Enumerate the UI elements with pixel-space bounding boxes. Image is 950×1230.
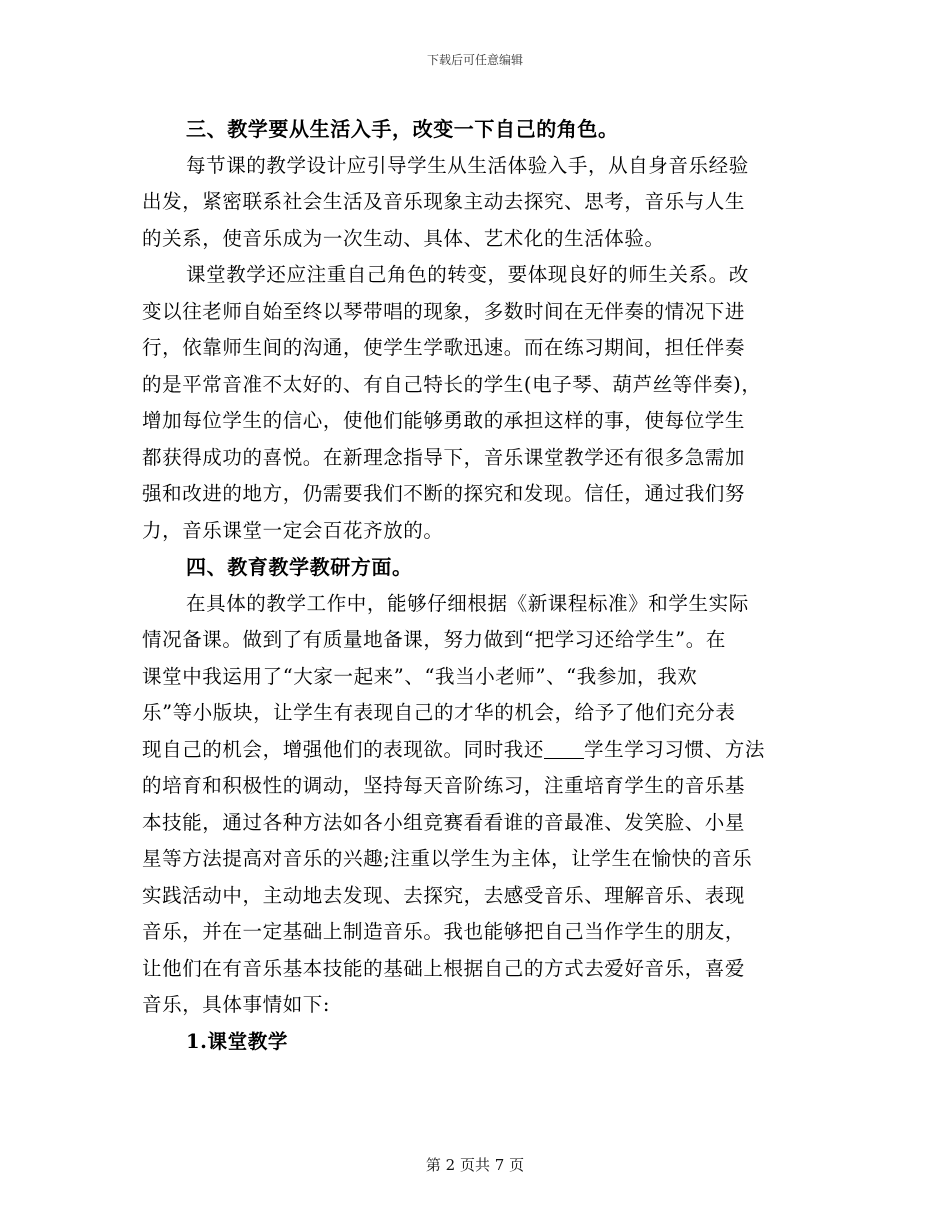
paragraph-line: 变以往老师自始至终以琴带唱的现象，多数时间在无伴奏的情况下进 <box>142 299 746 323</box>
fill-in-blank <box>544 739 584 759</box>
paragraph-line: 的是平常音准不太好的、有自己特长的学生(电子琴、葫芦丝等伴奏)， <box>142 372 762 396</box>
section-4-heading: 四、教育教学教研方面。 <box>186 555 413 579</box>
paragraph-line: 每节课的教学设计应引导学生从生活体验入手，从自身音乐经验 <box>186 153 749 177</box>
paragraph-line: 力，音乐课堂一定会百花齐放的。 <box>142 518 444 542</box>
paragraph-line: 课堂教学还应注重自己角色的转变，要体现良好的师生关系。改 <box>186 263 749 286</box>
paragraph-line: 乐”等小版块，让学生有表现自己的才华的机会，给予了他们充分表 <box>142 701 736 724</box>
paragraph-line-with-blank <box>142 732 808 769</box>
page-footer: 第 2 页共 7 页 <box>425 1156 525 1174</box>
paragraph-line: 的培育和积极性的调动，坚持每天音阶练习，注重培育学生的音乐基 <box>142 774 746 797</box>
paragraph-line: 实践活动中，主动地去发现、去探究，去感受音乐、理解音乐、表现 <box>142 883 746 907</box>
paragraph-line: 音乐，具体事情如下: <box>142 993 331 1016</box>
paragraph-line: 在具体的教学工作中，能够仔细根据《新课程标准》和学生实际 <box>186 591 749 615</box>
paragraph-line: 课堂中我运用了“大家一起来”、“我当小老师”、“我参加，我欢 <box>142 664 698 688</box>
paragraph-line: 星等方法提高对音乐的兴趣;注重以学生为主体，让学生在愉快的音乐 <box>142 847 753 870</box>
paragraph-line: 增加每位学生的信心，使他们能够勇敢的承担这样的事，使每位学生 <box>142 409 746 432</box>
paragraph-line: 让他们在有音乐基本技能的基础上根据自己的方式去爱好音乐，喜爱 <box>142 956 746 980</box>
paragraph-line: 的关系，使音乐成为一次生动、具体、艺术化的生活体验。 <box>142 226 665 250</box>
text-after-blank: 学生学习习惯、方法 <box>584 737 765 761</box>
text-before-blank: 现自己的机会，增强他们的表现欲。同时我还 <box>142 737 545 761</box>
paragraph-line: 音乐，并在一定基础上制造音乐。我也能够把自己当作学生的朋友， <box>142 920 746 943</box>
paragraph-line: 本技能，通过各种方法如各小组竞赛看看谁的音最准、发笑脸、小星 <box>142 810 746 834</box>
sub-heading-classroom-teaching: 1.课堂教学 <box>186 1029 288 1053</box>
paragraph-line: 出发，紧密联系社会生活及音乐现象主动去探究、思考，音乐与人生 <box>142 190 746 213</box>
paragraph-line: 情况备课。做到了有质量地备课，努力做到“把学习还给学生”。在 <box>142 628 726 651</box>
paragraph-line: 强和改进的地方，仍需要我们不断的探究和发现。信任，通过我们努 <box>142 482 746 505</box>
section-3-heading: 三、教学要从生活入手，改变一下自己的角色。 <box>186 117 619 141</box>
paragraph-line: 行，依靠师生间的沟通，使学生学歌迅速。而在练习期间，担任伴奏 <box>142 336 746 359</box>
paragraph-line: 都获得成功的喜悦。在新理念指导下，音乐课堂教学还有很多急需加 <box>142 445 746 469</box>
page-header: 下载后可任意编辑 <box>426 53 523 67</box>
document-body <box>142 111 808 1060</box>
